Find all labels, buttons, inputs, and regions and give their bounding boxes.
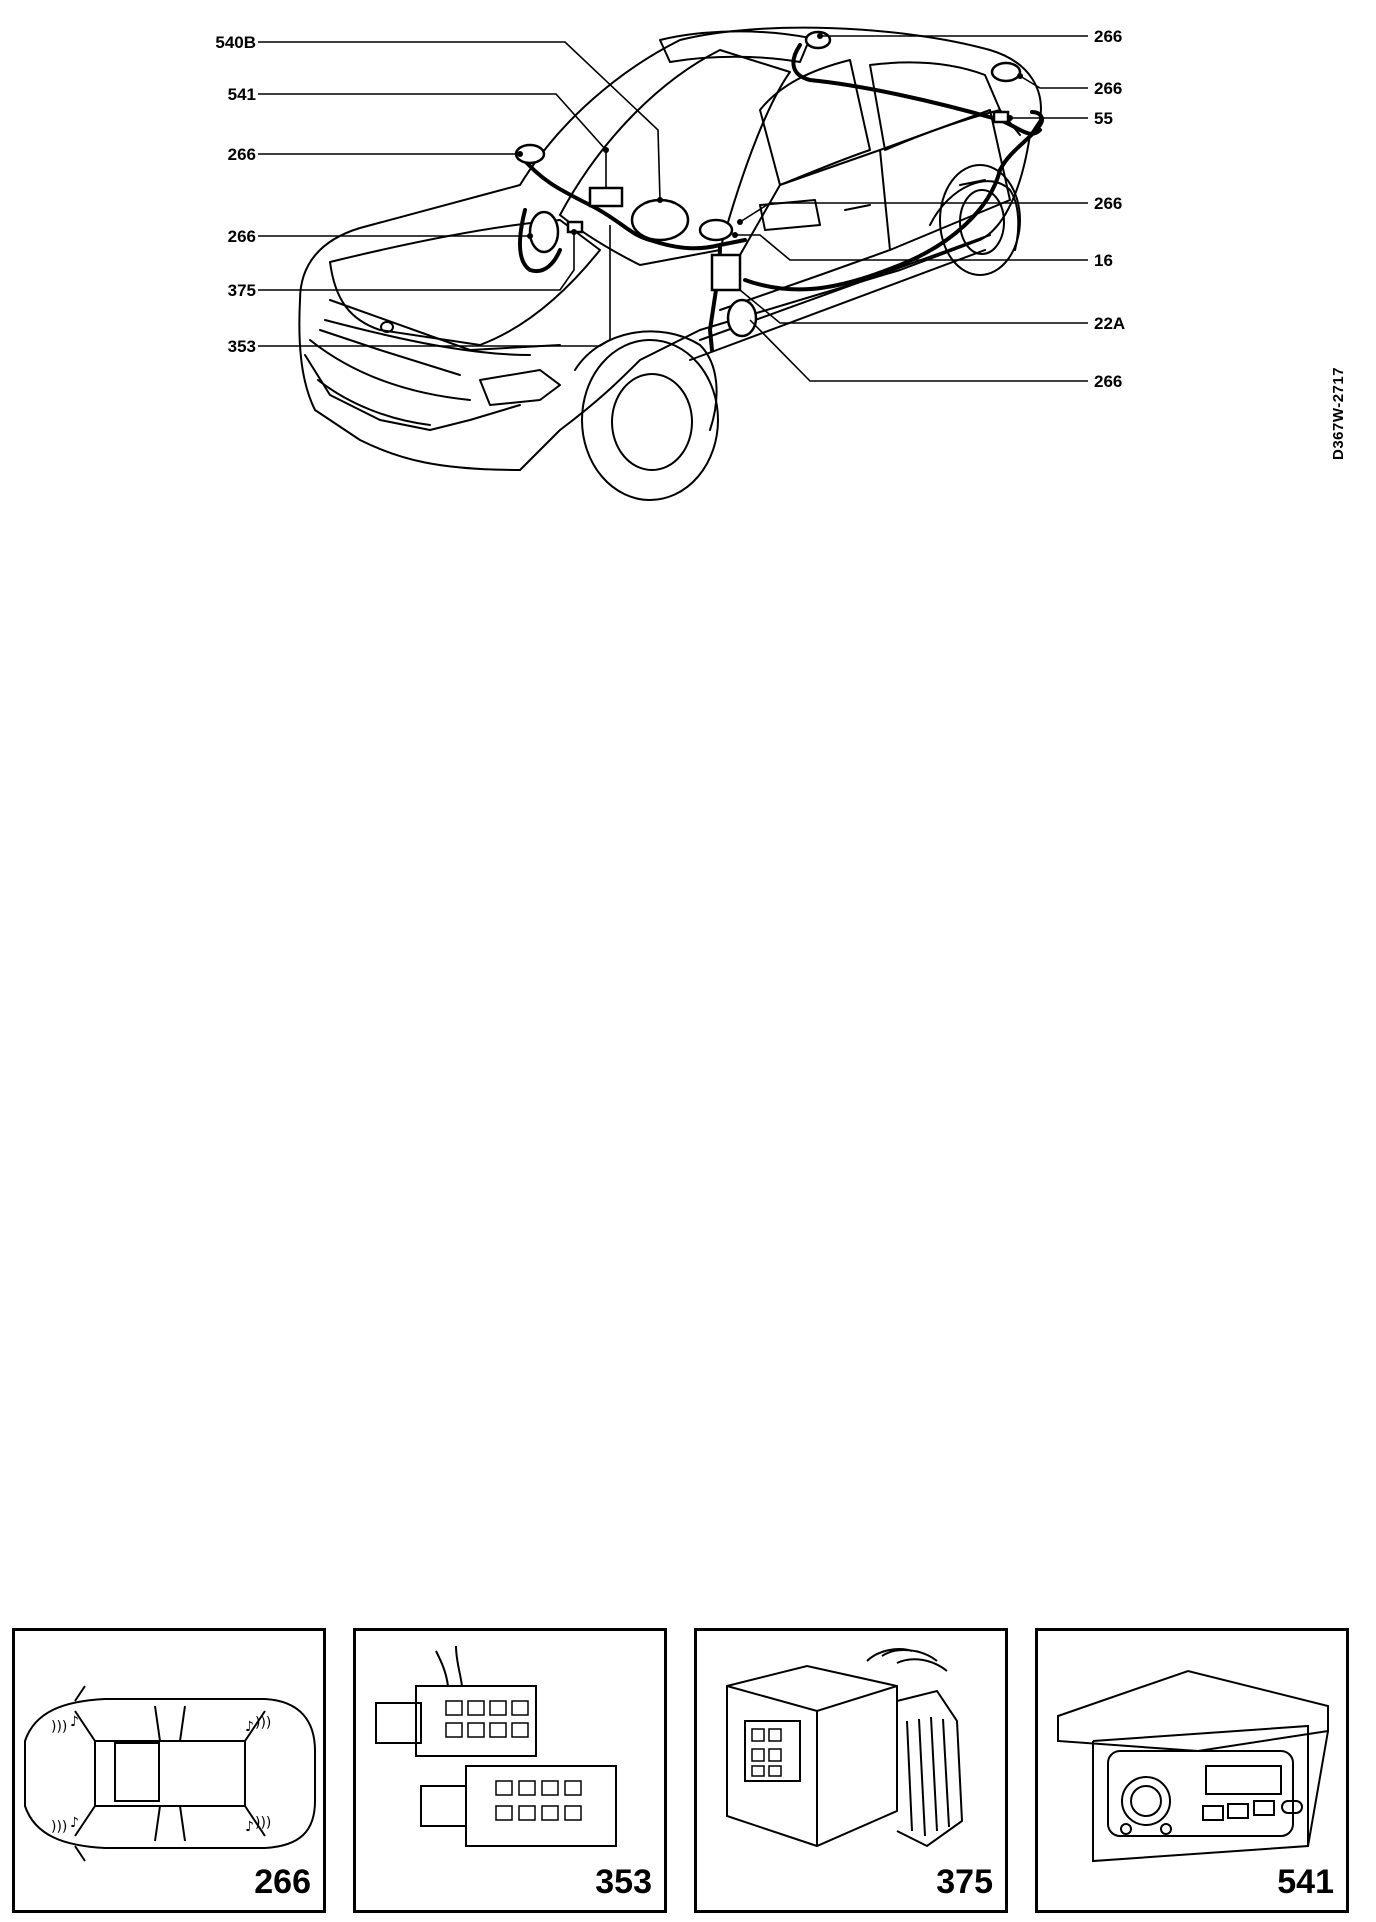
leader-353 — [258, 225, 610, 346]
document-id: D367W-2717 — [1330, 366, 1347, 460]
panel-266 — [12, 1628, 326, 1913]
callout-266-front-dash: 266 — [227, 145, 256, 164]
svg-text:♪: ♪ — [70, 1815, 79, 1831]
hood-outline — [330, 220, 600, 345]
svg-text:))): ))) — [51, 1719, 68, 1735]
callout-266-door: 266 — [1094, 372, 1123, 391]
headlight — [480, 370, 560, 405]
leader-r266-c — [740, 203, 1088, 222]
callout-266-dash: 266 — [1094, 194, 1123, 213]
front-wheel — [582, 340, 718, 500]
panel-label-353: 353 — [595, 1863, 652, 1901]
panel-label-266: 266 — [254, 1863, 311, 1901]
leader-540b — [258, 42, 660, 200]
leader-r16 — [735, 235, 1088, 260]
panel-353 — [353, 1628, 667, 1913]
wiring-harness-sill — [745, 170, 1000, 289]
callout-540b: 540B — [215, 33, 256, 52]
panel-541 — [1035, 1628, 1349, 1913]
speaker-front-right-door — [728, 300, 756, 336]
callout-266-rear: 266 — [1094, 79, 1123, 98]
leader-375 — [258, 232, 574, 290]
speaker-rear-right — [992, 63, 1020, 81]
panel-label-541: 541 — [1277, 1863, 1334, 1901]
svg-text:♪: ♪ — [70, 1714, 79, 1730]
callout-541: 541 — [227, 85, 256, 104]
panel-375 — [694, 1628, 1008, 1913]
callout-266-roof: 266 — [1094, 27, 1123, 46]
antenna-amplifier-540b — [632, 200, 688, 240]
fuse-box-22a — [712, 255, 740, 290]
speaker-front-left-door — [530, 212, 558, 252]
rear-side-window — [870, 62, 1000, 150]
svg-text:))): ))) — [255, 1715, 272, 1731]
rear-door — [880, 110, 1010, 250]
leader-541 — [258, 94, 606, 188]
svg-text:))): ))) — [51, 1819, 68, 1835]
svg-text:))): ))) — [255, 1815, 272, 1831]
sunroof — [660, 31, 810, 62]
callout-55: 55 — [1094, 109, 1113, 128]
svg-text:♪: ♪ — [245, 1719, 254, 1735]
svg-text:♪: ♪ — [245, 1819, 254, 1835]
panel-label-375: 375 — [936, 1863, 993, 1901]
leader-r266-d — [750, 320, 1088, 381]
callout-22a: 22A — [1094, 314, 1126, 333]
callout-375: 375 — [227, 281, 256, 300]
connector-55 — [994, 112, 1008, 122]
speaker-dash-center — [700, 220, 732, 240]
leader-r266-b — [1020, 76, 1088, 88]
radio-unit-541 — [590, 188, 622, 206]
callout-266-front-door: 266 — [227, 227, 256, 246]
callout-16: 16 — [1094, 251, 1113, 270]
callout-353: 353 — [227, 337, 256, 356]
